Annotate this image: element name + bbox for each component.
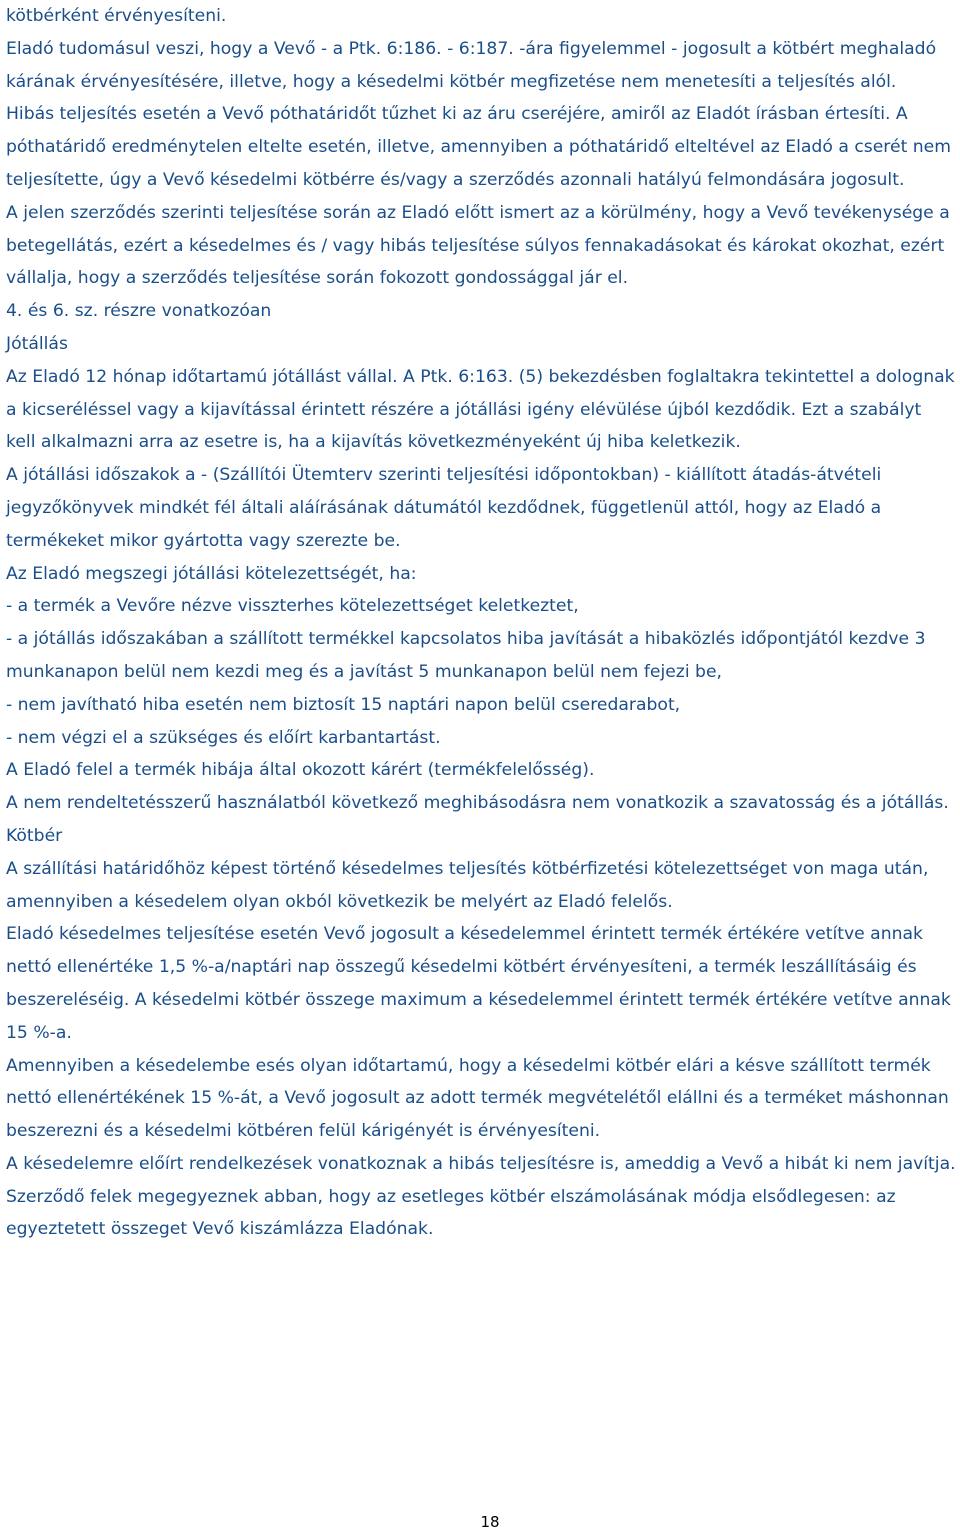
paragraph: A jelen szerződés szerinti teljesítése során az Eladó előtt ismert az a körülmény, hogy a Vevő tevékenysége a betegellátás, ezért a késedelmes és / vagy hibás teljesítése súlyos fennakadásokat és károkat okozhat, ezért vállalja, hogy a szerződés teljesítése során fokozott gondossággal jár el. [6, 202, 950, 289]
section-heading-jotallas: Jótállás [6, 333, 68, 354]
page-number: 18 [480, 1513, 500, 1531]
section-heading-kotber: Kötbér [6, 825, 63, 846]
paragraph: A jótállási időszakok a - (Szállítói Ütemterv szerinti teljesítési időpontokban) - kiállított átadás-átvételi jegyzőkönyvek mindkét fél általi aláírásának dátumától kezdődnek, függetlenül attól, hogy az Eladó a termékeket mikor gyártotta vagy szerezte be. [6, 465, 882, 551]
paragraph: A szállítási határidőhöz képest történő késedelmes teljesítés kötbérfizetési kötelezettséget von maga után, amennyiben a késedelem olyan okból következik be melyért az Eladó felelős. [6, 858, 929, 912]
list-item: - nem javítható hiba esetén nem biztosít 15 naptári napon belül cseredarabot, [6, 694, 681, 715]
paragraph: Szerződő felek megegyeznek abban, hogy az esetleges kötbér elszámolásának módja elsődlegesen: az egyeztetett összeget Vevő kiszámlázza Eladónak. [6, 1186, 896, 1240]
paragraph: Az Eladó 12 hónap időtartamú jótállást vállal. A Ptk. 6:163. (5) bekezdésben foglaltakra tekintettel a dolognak a kicseréléssel vagy a kijavítással érintett részére a jótállási igény elévülése újból kezdődik. Ezt a szabályt kell alkalmazni arra az esetre is, ha a kijavítás következményeként új hiba keletkezik. [6, 366, 955, 453]
paragraph: Amennyiben a késedelembe esés olyan időtartamú, hogy a késedelmi kötbér elári a késve szállított termék nettó ellenértékének 15 %-át, a Vevő jogosult az adott termék megvételétől elállni és a terméket máshonnan beszerezni és a késedelmi kötbéren felül kárigényét is érvényesíteni. [6, 1055, 949, 1142]
paragraph: A nem rendeltetésszerű használatból következő meghibásodásra nem vonatkozik a szavatosság és a jótállás. [6, 793, 949, 814]
paragraph: Eladó tudomásul veszi, hogy a Vevő - a Ptk. 6:186. - 6:187. -ára figyelemmel - jogosult a kötbért meghaladó kárának érvényesítésére, illetve, hogy a késedelmi kötbér megfizetése nem menetesíti a teljesítés alól. [6, 38, 937, 92]
section-reference: 4. és 6. sz. részre vonatkozóan [6, 301, 272, 322]
paragraph: A késedelemre előírt rendelkezések vonatkoznak a hibás teljesítésre is, ameddig a Vevő a hibát ki nem javítja. [6, 1153, 956, 1174]
paragraph: Az Eladó megszegi jótállási kötelezettségét, ha: [6, 563, 417, 584]
paragraph: A Eladó felel a termék hibája által okozott kárért (termékfelelősség). [6, 760, 595, 781]
list-item: - nem végzi el a szükséges és előírt karbantartást. [6, 727, 441, 748]
document-body [6, 0, 956, 1246]
paragraph: Eladó késedelmes teljesítése esetén Vevő jogosult a késedelemmel érintett termék értékére vetítve annak nettó ellenértéke 1,5 %-a/naptári nap összegű késedelmi kötbért érvényesíteni, a termék leszállításáig és beszereléséig. A késedelmi kötbér összege maximum a késedelemmel érintett termék értékére vetítve annak 15 %-a. [6, 924, 951, 1043]
list-item: - a jótállás időszakában a szállított termékkel kapcsolatos hiba javítását a hibaközlés időpontjától kezdve 3 munkanapon belül nem kezdi meg és a javítást 5 munkanapon belül nem fejezi be, [6, 629, 926, 682]
paragraph: kötbérként érvényesíteni. [6, 6, 227, 26]
paragraph: Hibás teljesítés esetén a Vevő póthatáridőt tűzhet ki az áru cseréjére, amiről az Eladót írásban értesíti. A póthatáridő eredménytelen eltelte esetén, illetve, amennyiben a póthatáridő elteltével az Eladó a cserét nem teljesítette, úgy a Vevő késedelmi kötbérre és/vagy a szerződés azonnali hatályú felmondására jogosult. [6, 104, 951, 190]
list-item: - a termék a Vevőre nézve visszterhes kötelezettséget keletkeztet, [6, 596, 579, 617]
